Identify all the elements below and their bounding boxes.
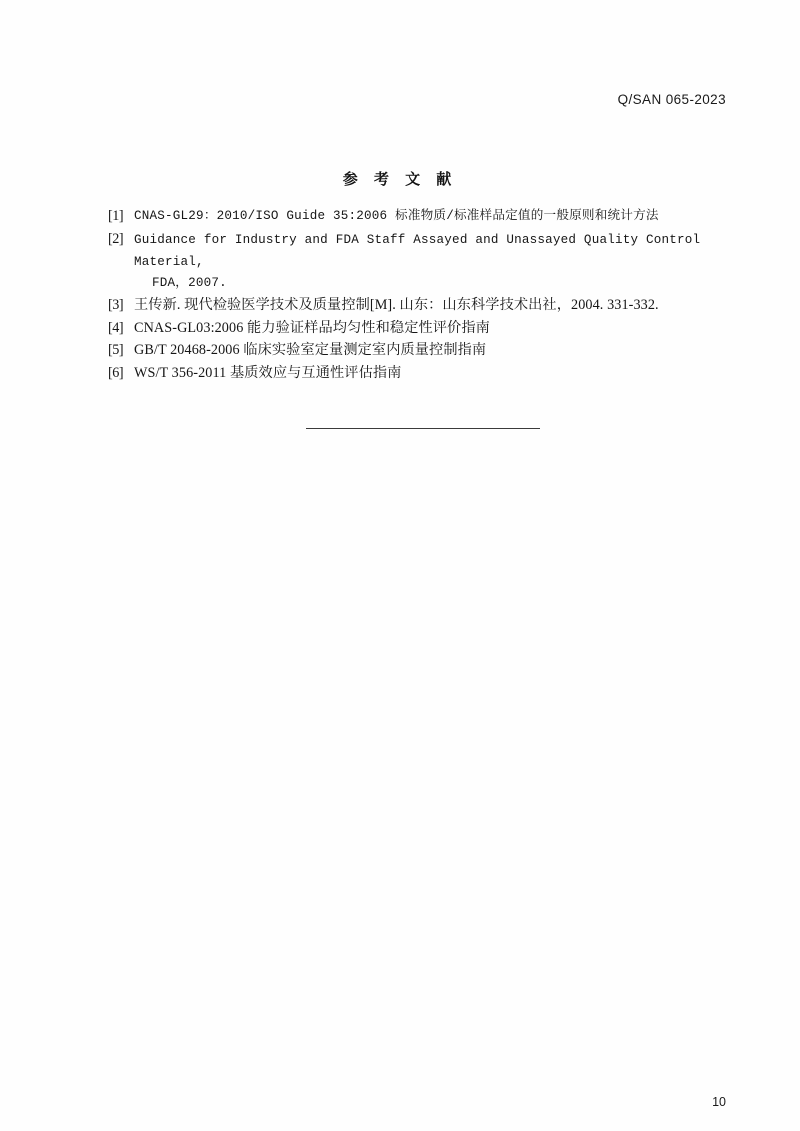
reference-list	[108, 206, 720, 385]
document-header-code: Q/SAN 065-2023	[617, 92, 726, 107]
reference-number: [2]	[108, 230, 124, 247]
reference-number: [4]	[108, 319, 124, 336]
reference-text: GB/T 20468-2006 临床实验室定量测定室内质量控制指南	[134, 342, 487, 358]
list-item	[108, 363, 720, 384]
reference-text: CNAS-GL03:2006 能力验证样品均匀性和稳定性评价指南	[134, 319, 490, 336]
reference-number: [6]	[108, 364, 124, 381]
list-item	[108, 318, 720, 339]
reference-text: 王传新. 现代检验医学技术及质量控制[M]. 山东：山东科学技术出社，2004. 331-332.	[134, 297, 659, 313]
list-item	[108, 340, 720, 361]
list-item	[108, 229, 720, 294]
page-number: 10	[712, 1095, 726, 1109]
list-item	[108, 295, 720, 316]
section-divider	[306, 428, 540, 429]
reference-line: Guidance for Industry and FDA Staff Assayed and Unassayed Quality Control Material,	[134, 232, 701, 269]
reference-number: [5]	[108, 342, 124, 358]
reference-number: [3]	[108, 297, 124, 313]
reference-text: WS/T 356-2011 基质效应与互通性评估指南	[134, 364, 402, 381]
list-item	[108, 206, 720, 227]
reference-text	[134, 229, 720, 294]
reference-line: FDA，2007.	[152, 275, 227, 290]
reference-text: CNAS-GL29：2010/ISO Guide 35:2006 标准物质/标准样品定值的一般原则和统计方法	[134, 209, 659, 223]
page-title: 参 考 文 献	[342, 171, 458, 188]
reference-number: [1]	[108, 208, 124, 224]
